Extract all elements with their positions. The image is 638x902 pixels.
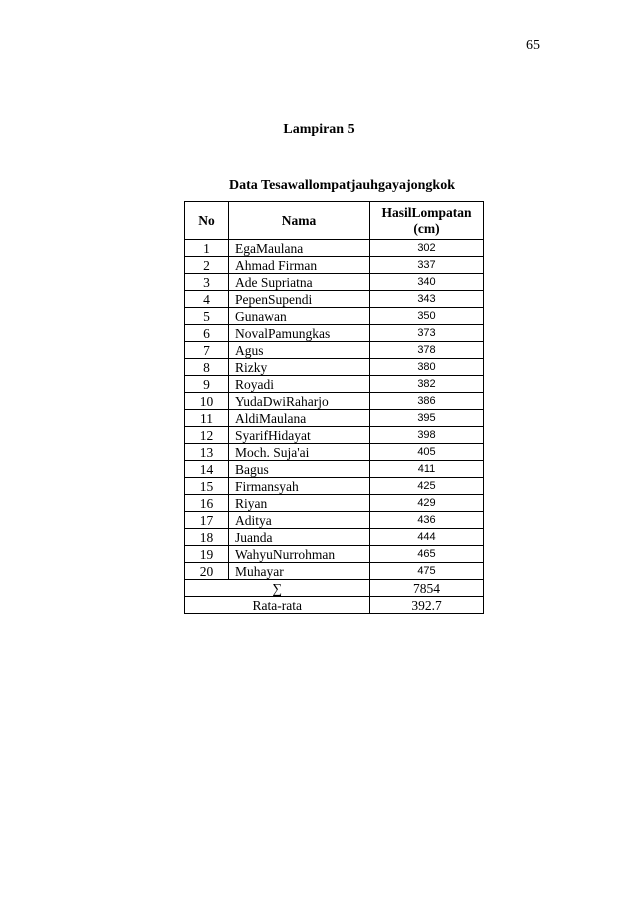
row-nama: Ade Supriatna (229, 274, 370, 291)
row-no: 13 (185, 444, 229, 461)
row-no: 15 (185, 478, 229, 495)
row-nama: EgaMaulana (229, 240, 370, 257)
row-nama: SyarifHidayat (229, 427, 370, 444)
row-nama: Aditya (229, 512, 370, 529)
table-row (185, 291, 484, 308)
results-table (184, 201, 484, 614)
appendix-heading: Lampiran 5 (283, 122, 355, 137)
table-row (185, 427, 484, 444)
row-nama: PepenSupendi (229, 291, 370, 308)
row-hasil: 425 (370, 478, 484, 495)
row-hasil: 395 (370, 410, 484, 427)
header-hasil (370, 202, 484, 240)
table-row (185, 393, 484, 410)
row-nama: Juanda (229, 529, 370, 546)
table-row (185, 410, 484, 427)
row-no: 3 (185, 274, 229, 291)
sum-spacer (185, 580, 229, 597)
table-row (185, 325, 484, 342)
table-row (185, 495, 484, 512)
sum-row (185, 580, 484, 597)
row-hasil: 340 (370, 274, 484, 291)
row-hasil: 350 (370, 308, 484, 325)
row-no: 2 (185, 257, 229, 274)
row-no: 4 (185, 291, 229, 308)
row-hasil: 382 (370, 376, 484, 393)
row-no: 17 (185, 512, 229, 529)
row-nama: Muhayar (229, 563, 370, 580)
row-no: 16 (185, 495, 229, 512)
table-row (185, 546, 484, 563)
table-header-row (185, 202, 484, 240)
mean-row (185, 597, 484, 614)
row-no: 10 (185, 393, 229, 410)
table-row (185, 563, 484, 580)
row-hasil: 337 (370, 257, 484, 274)
row-hasil: 411 (370, 461, 484, 478)
row-hasil: 465 (370, 546, 484, 563)
mean-value: 392.7 (370, 597, 484, 614)
row-no: 19 (185, 546, 229, 563)
table-row (185, 257, 484, 274)
table-row (185, 342, 484, 359)
row-no: 11 (185, 410, 229, 427)
table-row (185, 274, 484, 291)
row-nama: Gunawan (229, 308, 370, 325)
table-row (185, 359, 484, 376)
row-nama: AldiMaulana (229, 410, 370, 427)
row-hasil: 475 (370, 563, 484, 580)
table-row (185, 512, 484, 529)
table-row (185, 308, 484, 325)
mean-label: Rata-rata (229, 597, 370, 614)
row-hasil: 373 (370, 325, 484, 342)
row-hasil: 386 (370, 393, 484, 410)
header-hasil-line1: HasilLompatan (381, 204, 472, 220)
mean-spacer (185, 597, 229, 614)
row-no: 14 (185, 461, 229, 478)
row-hasil: 444 (370, 529, 484, 546)
page-number: 65 (526, 38, 540, 53)
row-no: 9 (185, 376, 229, 393)
header-nama: Nama (229, 202, 370, 240)
row-nama: Bagus (229, 461, 370, 478)
row-nama: Royadi (229, 376, 370, 393)
header-hasil-line2: (cm) (413, 220, 440, 236)
row-hasil: 380 (370, 359, 484, 376)
table-title: Data Tesawallompatjauhgayajongkok (229, 178, 455, 193)
row-hasil: 398 (370, 427, 484, 444)
row-nama: Moch. Suja'ai (229, 444, 370, 461)
sum-label: ∑ (229, 580, 370, 597)
row-no: 1 (185, 240, 229, 257)
row-no: 8 (185, 359, 229, 376)
row-hasil: 343 (370, 291, 484, 308)
table-row (185, 529, 484, 546)
row-no: 6 (185, 325, 229, 342)
table-row (185, 444, 484, 461)
row-hasil: 405 (370, 444, 484, 461)
table-body (185, 240, 484, 580)
row-hasil: 378 (370, 342, 484, 359)
row-hasil: 436 (370, 512, 484, 529)
row-nama: Riyan (229, 495, 370, 512)
row-no: 12 (185, 427, 229, 444)
sum-value: 7854 (370, 580, 484, 597)
table-row (185, 376, 484, 393)
table-row (185, 478, 484, 495)
row-no: 5 (185, 308, 229, 325)
row-hasil: 429 (370, 495, 484, 512)
row-no: 18 (185, 529, 229, 546)
table-row (185, 461, 484, 478)
header-no: No (185, 202, 229, 240)
row-nama: NovalPamungkas (229, 325, 370, 342)
row-nama: Firmansyah (229, 478, 370, 495)
table-row (185, 240, 484, 257)
row-no: 20 (185, 563, 229, 580)
row-nama: WahyuNurrohman (229, 546, 370, 563)
row-nama: Agus (229, 342, 370, 359)
row-hasil: 302 (370, 240, 484, 257)
row-nama: Ahmad Firman (229, 257, 370, 274)
row-nama: YudaDwiRaharjo (229, 393, 370, 410)
row-nama: Rizky (229, 359, 370, 376)
row-no: 7 (185, 342, 229, 359)
